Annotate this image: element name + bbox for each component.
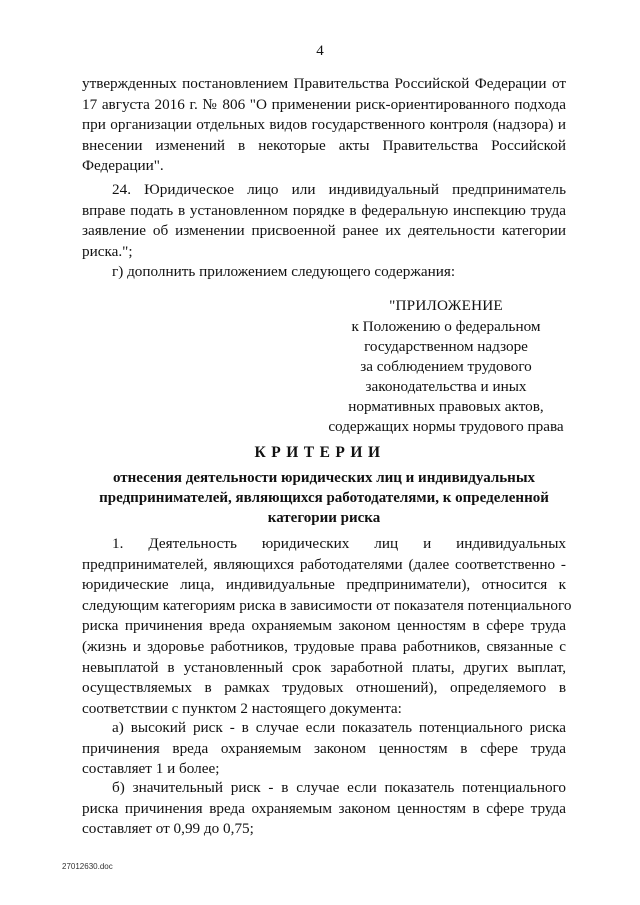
text-line: риска причинения вреда охраняемым законом ценностям в сфере труда [82,617,566,635]
text-line: а) высокий риск - в случае если показатель потенциального риска [112,719,566,736]
paragraph-24 [82,180,566,262]
paragraph-b [82,778,566,840]
text-line: осуществляемых в рамках трудовых отношений), определяемого в [82,679,566,697]
appendix-line: к Положению о федеральном [351,318,541,335]
appendix-block [322,296,570,437]
criteria-subtitle-line: категории риска [267,510,381,526]
page-number: 4 [316,43,324,59]
text-line: юридические лица, индивидуальные предприниматели), относится к [82,576,566,594]
text-line: вправе подать в установленном порядке в федеральную инспекцию труда [82,201,566,219]
criteria-subtitle [82,468,566,528]
appendix-line: за соблюдением трудового [360,358,532,375]
text-line: составляет 1 и более; [82,760,220,778]
criteria-title: КРИТЕРИИ [254,444,386,461]
text-line: предпринимателей, являющихся работодателями (далее соответственно - [82,555,566,573]
text-line: 17 августа 2016 г. № 806 "О применении риск-ориентированного подхода [82,95,566,113]
text-line: 24. Юридическое лицо или индивидуальный предприниматель [112,181,566,198]
criteria-subtitle-line: предпринимателей, являющихся работодателями, к определенной [99,490,549,506]
paragraph-a [82,718,566,780]
text-line: риска."; [82,242,133,260]
text-line: г) дополнить приложением следующего содержания: [112,263,456,280]
text-line: 1. Деятельность юридических лиц и индивидуальных [112,535,566,552]
appendix-heading: "ПРИЛОЖЕНИЕ [389,297,503,314]
text-line: б) значительный риск - в случае если показатель потенциального [112,779,566,796]
text-line: при организации отдельных видов государственного контроля (надзора) и [82,116,566,134]
text-line: заявление об изменении присвоенной ранее их деятельности категории [82,222,566,240]
appendix-line: содержащих нормы трудового права [328,418,564,435]
text-line: риска причинения вреда охраняемым законом ценностям в сфере труда [82,799,566,817]
appendix-line: нормативных правовых актов, [348,398,544,415]
paragraph-g [82,262,566,283]
text-line: следующим категориям риска в зависимости от показателя потенциального [82,596,572,614]
paragraph-intro [82,74,566,177]
text-line: составляет от 0,99 до 0,75; [82,820,254,838]
text-line: (жизнь и здоровье работников, трудовые права работников, связанные с [82,637,566,655]
document-filename: 27012630.doc [62,862,113,871]
text-line: соответствии с пунктом 2 настоящего документа: [82,699,402,717]
text-line: Федерации". [82,157,164,175]
appendix-line: законодательства и иных [365,378,527,395]
paragraph-1 [82,534,572,719]
text-line: утвержденных постановлением Правительства Российской Федерации от [82,75,566,92]
text-line: внесении изменений в некоторые акты Правительства Российской [82,136,566,154]
appendix-line: государственном надзоре [364,338,528,355]
criteria-subtitle-line: отнесения деятельности юридических лиц и индивидуальных [112,470,536,486]
text-line: невыплатой в установленный срок заработной платы, других выплат, [82,658,566,676]
text-line: причинения вреда охраняемым законом ценностям в сфере труда [82,739,566,757]
